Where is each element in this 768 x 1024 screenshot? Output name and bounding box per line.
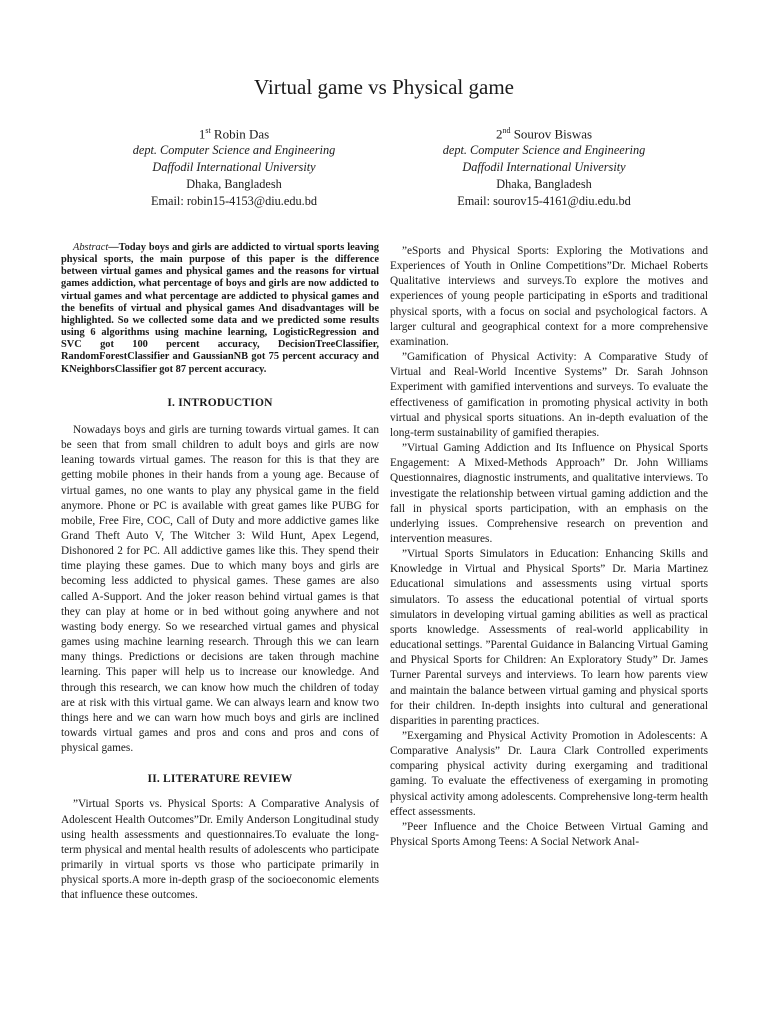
author-university: Daffodil International University	[462, 160, 626, 175]
author-location: Dhaka, Bangladesh	[496, 177, 592, 192]
right-column	[390, 244, 708, 850]
paragraph: ”eSports and Physical Sports: Exploring the Motivations and Experiences of Youth in Online Competitions”Dr. Michael Roberts Qualitative interviews and surveys.To explore the motives and experiences of young people participating in eSports and traditional physical sports, with a focus on social and psychological factors. A larger cultural and geographical context for a more comprehensive examination.	[390, 245, 708, 348]
section-heading-introduction: I. INTRODUCTION	[167, 396, 273, 409]
paragraph: Nowadays boys and girls are turning towards virtual games. It can be seen that from small children to adult boys and girls are now leaning towards virtual games. The reason for this is that they are getting mobile phones in their hands from a young age. Because of virtual games, no one wants to play any physical game in the field anymore. Phone or PC is available with great games like PUBG for mobile, Free Fire, COC, Call of Duty and more addictive games like Grand Theft Auto V, The Witcher 3: Wild Hunt, Apex Legend, Dishonored 2 for PC. All addictive games like this. They spend their time playing these games. Due to which many boys and girls are becoming less addicted to physical games. These games are also called A-Support. And the joker reason behind virtual games is that they can play at home or in bed without going anywhere and not wasting body energy. So we researched virtual games and physical games using machine learning research. Through this we can learn many things. Predictions or decisions are taken through machine learning. This paper will help us to increase our knowledge. And through this research, we can know how much the children of today are at risk with this virtual game. We can always learn and know two things here and we can warn how much boys and girls are inclined towards virtual games and pros and cons and pros and cons of physical games.	[61, 423, 379, 755]
author-block-2	[394, 122, 694, 210]
author-location: Dhaka, Bangladesh	[186, 177, 282, 192]
author-email: Email: sourov15-4161@diu.edu.bd	[457, 194, 631, 209]
author-dept: dept. Computer Science and Engineering	[132, 143, 336, 158]
paragraph: ”Peer Influence and the Choice Between Virtual Gaming and Physical Sports Among Teens: A Social Network Anal-	[390, 820, 708, 849]
author-block-1	[84, 122, 384, 210]
paper-title: Virtual game vs Physical game	[253, 75, 514, 99]
abstract: Abstract—Today boys and girls are addicted to virtual sports leaving physical sports, the main purpose of this paper is the difference between virtual games and physical games and the reasons for virtual games addiction, what percentage of boys and girls are now addicted to virtual games and what percentage are addicted to physical games and the benefits of virtual and physical games And disadvantages will be highlighted. So we collected some data and we predicted some results using 6 algorithms using machine learning, LogisticRegression and SVC got 100 percent accuracy, DecisionTreeClassifier, RandomForestClassifier and GaussianNB got 75 percent accuracy and KNeighborsClassifier got 87 percent accuracy.	[61, 242, 379, 375]
author-name: 1st Robin Das	[198, 126, 270, 142]
author-name: 2nd Sourov Biswas	[495, 126, 593, 142]
author-university: Daffodil International University	[152, 160, 316, 175]
paragraph: ”Virtual Sports vs. Physical Sports: A Comparative Analysis of Adolescent Health Outcomes”Dr. Emily Anderson Longitudinal study using health assessments and questionnaires.To evaluate the long-term physical and mental health results of adolescents who participate primarily in virtual sports vs those who participate primarily in physical sports.A more in-depth grasp of the socioeconomic elements that influence these outcomes.	[61, 798, 379, 902]
author-dept: dept. Computer Science and Engineering	[442, 143, 646, 158]
paragraph: ”Virtual Sports Simulators in Education: Enhancing Skills and Knowledge in Virtual and Physical Sports” Dr. Maria Martinez Educational simulations and assessments using virtual sports simulators. To assess the educational potential of virtual sports simulators in developing virtual gaming abilities as well as practical sports knowledge. Assessments of real-world applicability in educational settings. ”Parental Guidance in Balancing Virtual Gaming and Physical Sports for Children: An Exploratory Study” Dr. James Turner Parental surveys and interviews. To learn how parents view and maintain the balance between virtual gaming and physical sports for their children. In-depth insights into cultural and generational disparities in parenting practices.	[390, 548, 708, 727]
paragraph: ”Virtual Gaming Addiction and Its Influence on Physical Sports Engagement: A Mixed-Methods Approach” Dr. John Williams Questionnaires, diagnostic instruments, and qualitative interviews. To investigate the relationship between virtual gaming addiction and the fall in physical sports participation, with an emphasis on the underlying issues. Comprehensive research on prevention and intervention measures.	[390, 442, 708, 545]
paragraph: ”Exergaming and Physical Activity Promotion in Adolescents: A Comparative Analysis” Dr. Laura Clark Controlled experiments comparing physical activity during exergaming and traditional gaming. To evaluate the effectiveness of exergaming in promoting physical activity among adolescents. Comprehensive long-term health effect assessments.	[390, 730, 708, 818]
left-column	[61, 242, 379, 904]
paragraph: ”Gamification of Physical Activity: A Comparative Study of Virtual and Real-World Incentive Systems” Dr. Sarah Johnson Experiment with gamified interventions and surveys. To evaluate the effectiveness of gamification in promoting physical activity in both virtual and physical sports situations. An in-depth evaluation of the long-term sustainability of gamified therapies.	[390, 351, 708, 439]
section-heading-literature-review: II. LITERATURE REVIEW	[147, 773, 293, 786]
author-email: Email: robin15-4153@diu.edu.bd	[150, 194, 318, 209]
